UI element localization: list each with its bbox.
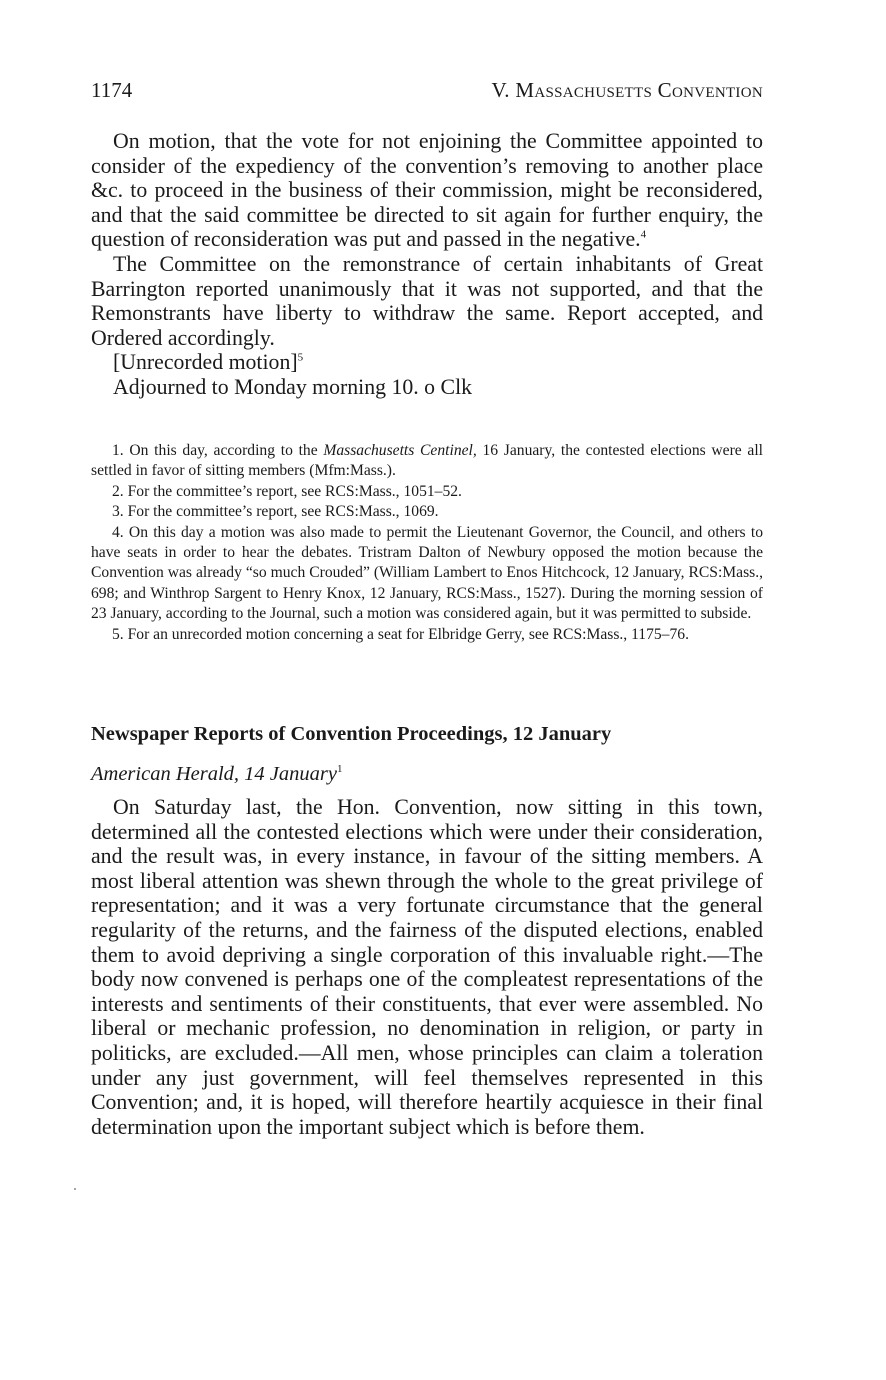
footnote: 2. For the committee’s report, see RCS:Mass., 1051–52. bbox=[112, 482, 462, 500]
footnote: 5. For an unrecorded motion concerning a seat for Elbridge Gerry, see RCS:Mass., 1175–76. bbox=[112, 625, 689, 643]
footnote: 4. On this day a motion was also made to permit the Lieutenant Governor, the Council, and others to have seats in order to hear the debates. Tristram Dalton of Newbury opposed the motion because the Convention was already “so much Crouded” (William Lambert to Enos Hitchcock, 12 January, RCS:Mass., 698; and Winthrop Sargent to Henry Knox, 12 January, RCS:Mass., 1527). During the morning session of 23 January, according to the Journal, such a motion was considered again, but it was permitted to subside. bbox=[91, 523, 763, 623]
report-paragraph: On Saturday last, the Hon. Convention, now sitting in this town, determined all the contested elections which were under their consideration, and the result was, in every instance, in favour of the sitting members. A most liberal attention was shewn through the whole to the great privilege of representation; and it was a very fortunate circumstance that the general regularity of the returns, and the fairness of the disputed elections, enabled them to avoid depriving a single corporation of this invaluable right.—The body now convened is perhaps one of the compleatest representations of the interests and sentiments of their constituents, that ever were assembled. No liberal or mechanic profession, no denomination in religion, or party in politicks, are excluded.—All men, whose principles can claim a toleration under any just government, will feel themselves represented in this Convention; and, it is hoped, will therefore heartily acquiesce in their final determination upon the important subject which is before them. bbox=[91, 795, 763, 1139]
section-heading: Newspaper Reports of Convention Proceedings, 12 January bbox=[91, 723, 612, 745]
footnote-ref: 4 bbox=[640, 229, 647, 242]
proceedings-text bbox=[91, 129, 763, 400]
proceedings-paragraph: On motion, that the vote for not enjoining the Committee appointed to consider of the expediency of the convention’s removing to another place &c. to proceed in the business of their commission, might be reconsidered, and that the said committee be directed to sit again for further enquiry, the question of reconsideration was put and passed in the negative.$^4$ bbox=[91, 129, 763, 252]
source-line: American Herald, 14 January$^1$ bbox=[91, 763, 343, 785]
footnotes bbox=[91, 441, 763, 645]
running-head-title: V. Massachusetts Convention bbox=[491, 78, 763, 102]
proceedings-paragraph: Adjourned to Monday morning 10. o Clk bbox=[113, 374, 473, 399]
newspaper-report-text bbox=[91, 795, 763, 1139]
footnote-ref: 5 bbox=[297, 352, 304, 365]
newspaper-title: Massachusetts Centinel, bbox=[323, 442, 477, 459]
proceedings-paragraph: The Committee on the remonstrance of certain inhabitants of Great Barrington reported unanimously that it was not supported, and that the Remonstrants have liberty to withdraw the same. Report accepted, and Ordered accordingly. bbox=[91, 251, 763, 350]
page-number: 1174 bbox=[91, 78, 133, 102]
footnote: 1. On this day, according to the Massachusetts Centinel, 16 January, the contested elections were all settled in favor of sitting members (Mfm:Mass.). bbox=[91, 442, 764, 480]
running-head bbox=[91, 78, 763, 108]
proceedings-paragraph: [Unrecorded motion]$^5$ bbox=[113, 350, 304, 375]
footnote: 3. For the committee’s report, see RCS:Mass., 1069. bbox=[112, 503, 439, 521]
footnote-ref: 1 bbox=[336, 763, 343, 776]
margin-mark bbox=[74, 1188, 76, 1190]
